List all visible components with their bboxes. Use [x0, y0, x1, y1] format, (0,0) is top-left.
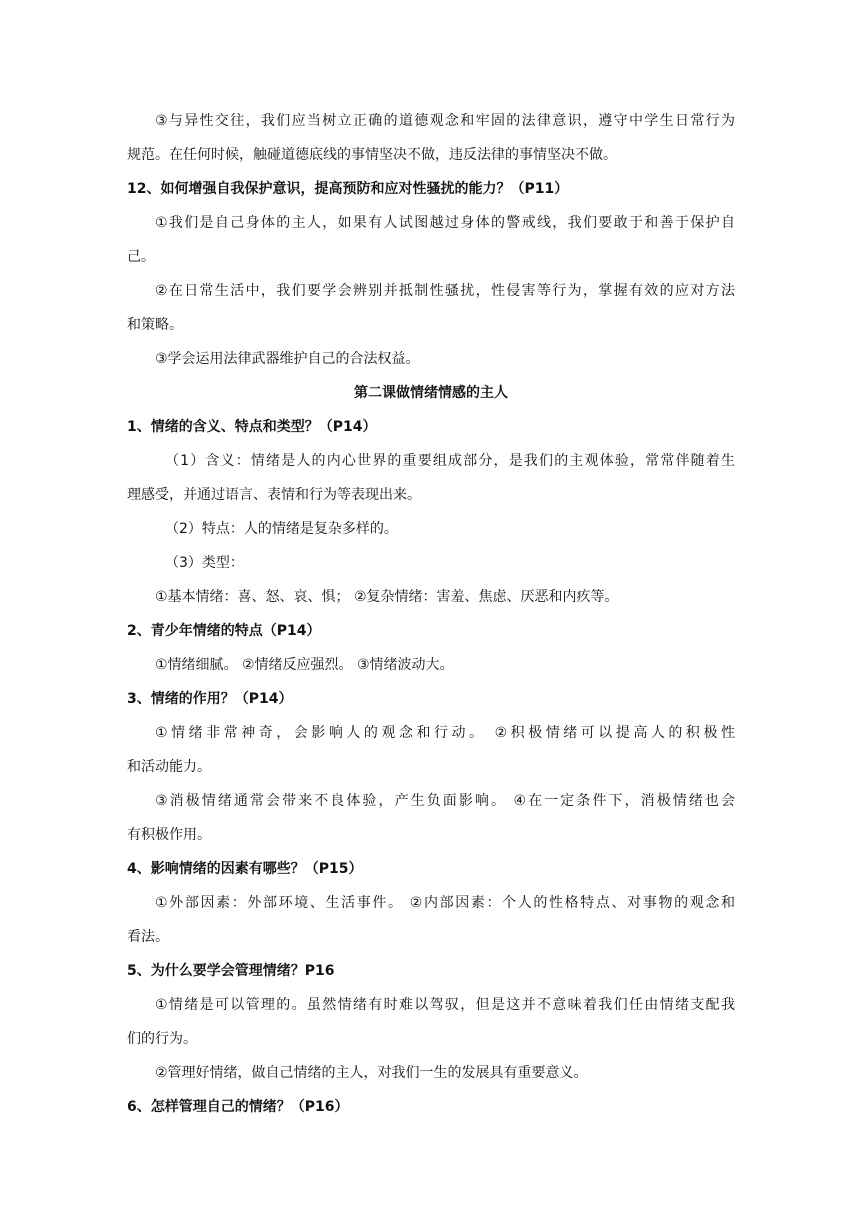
- text-line: （1）含义：情绪是人的内心世界的重要组成部分，是我们的主观体验，常常伴随着生: [165, 453, 735, 469]
- question-heading: 4、影响情绪的因素有哪些？（P15）: [127, 861, 363, 877]
- text-line: ①情绪非常神奇，会影响人的观念和行动。 ②积极情绪可以提高人的积极性: [155, 725, 735, 741]
- text-line: ①情绪是可以管理的。虽然情绪有时难以驾驭，但是这并不意味着我们任由情绪支配我: [155, 997, 735, 1013]
- text-line: 理感受，并通过语言、表情和行为等表现出来。: [127, 487, 421, 503]
- question-heading: 2、青少年情绪的特点（P14）: [127, 623, 321, 639]
- text-line: 和策略。: [127, 317, 183, 333]
- text-line: ②管理好情绪，做自己情绪的主人，对我们一生的发展具有重要意义。: [155, 1065, 588, 1081]
- text-line: 和活动能力。: [127, 759, 211, 775]
- question-heading: 1、情绪的含义、特点和类型？（P14）: [127, 419, 377, 435]
- text-line: ①情绪细腻。 ②情绪反应强烈。 ③情绪波动大。: [155, 657, 454, 673]
- text-line: ③与异性交往，我们应当树立正确的道德观念和牢固的法律意识，遵守中学生日常行为: [155, 113, 735, 129]
- text-line: 看法。: [127, 929, 169, 945]
- text-line: ①我们是自己身体的主人，如果有人试图越过身体的警戒线，我们要敢于和善于保护自: [155, 215, 735, 231]
- text-line: （3）类型：: [165, 555, 244, 571]
- text-line: （2）特点：人的情绪是复杂多样的。: [165, 521, 398, 537]
- text-line: ①外部因素：外部环境、生活事件。 ②内部因素：个人的性格特点、对事物的观念和: [155, 895, 735, 911]
- text-line: 己。: [127, 249, 155, 265]
- text-line: ②在日常生活中，我们要学会辨别并抵制性骚扰，性侵害等行为，掌握有效的应对方法: [155, 283, 735, 299]
- text-line: ③学会运用法律武器维护自己的合法权益。: [155, 351, 420, 367]
- text-line: 有积极作用。: [127, 827, 211, 843]
- document-page: [127, 104, 735, 1124]
- question-heading: 6、怎样管理自己的情绪？（P16）: [127, 1099, 349, 1115]
- text-line: 们的行为。: [127, 1031, 197, 1047]
- lesson-title: 第二课做情绪情感的主人: [354, 385, 508, 401]
- text-line: ①基本情绪：喜、怒、哀、惧； ②复杂情绪：害羞、焦虑、厌恶和内疚等。: [155, 589, 619, 605]
- question-heading: 5、为什么要学会管理情绪？P16: [127, 963, 335, 979]
- question-heading: 3、情绪的作用？（P14）: [127, 691, 293, 707]
- text-line: ③消极情绪通常会带来不良体验，产生负面影响。 ④在一定条件下，消极情绪也会: [155, 793, 735, 809]
- question-heading: 12、如何增强自我保护意识，提高预防和应对性骚扰的能力？（P11）: [127, 181, 569, 197]
- text-line: 规范。在任何时候，触碰道德底线的事情坚决不做，违反法律的事情坚决不做。: [127, 147, 617, 163]
